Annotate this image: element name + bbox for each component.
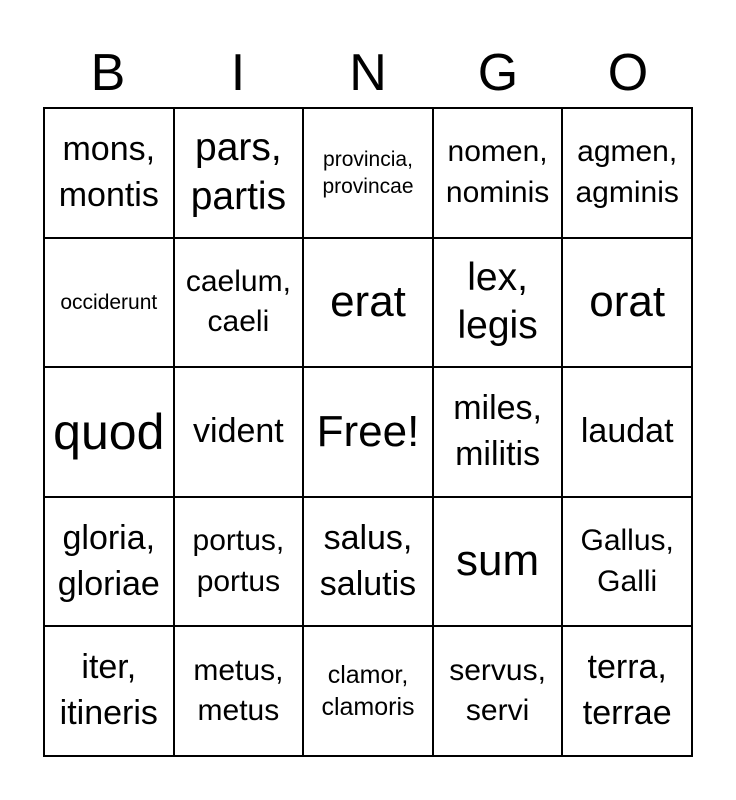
bingo-cell-r3-c1[interactable]: quod	[44, 367, 174, 497]
bingo-cell-r4-c4[interactable]: sum	[433, 497, 563, 627]
bingo-cell-r3-c5[interactable]: laudat	[562, 367, 692, 497]
bingo-cell-r2-c5[interactable]: orat	[562, 238, 692, 368]
bingo-cell-r3-c4[interactable]: miles, militis	[433, 367, 563, 497]
bingo-cell-r4-c5[interactable]: Gallus, Galli	[562, 497, 692, 627]
bingo-cell-r4-c3[interactable]: salus, salutis	[303, 497, 433, 627]
bingo-cell-r5-c4[interactable]: servus, servi	[433, 626, 563, 756]
bingo-cell-r5-c3[interactable]: clamor, clamoris	[303, 626, 433, 756]
bingo-cell-r4-c2[interactable]: portus, portus	[174, 497, 304, 627]
header-letter-g: G	[477, 44, 519, 102]
bingo-cell-r3-c3-free[interactable]: Free!	[303, 367, 433, 497]
header-letter-i: I	[230, 44, 246, 102]
bingo-cell-r2-c2[interactable]: caelum, caeli	[174, 238, 304, 368]
bingo-cell-r2-c3[interactable]: erat	[303, 238, 433, 368]
bingo-cell-r5-c5[interactable]: terra, terrae	[562, 626, 692, 756]
bingo-cell-r1-c4[interactable]: nomen, nominis	[433, 108, 563, 238]
bingo-header	[43, 40, 693, 106]
bingo-board	[43, 107, 693, 757]
bingo-cell-r1-c2[interactable]: pars, partis	[174, 108, 304, 238]
header-letter-o: O	[607, 44, 649, 102]
bingo-cell-r3-c2[interactable]: vident	[174, 367, 304, 497]
bingo-cell-r2-c4[interactable]: lex, legis	[433, 238, 563, 368]
header-letter-n: N	[349, 44, 387, 102]
bingo-cell-r5-c1[interactable]: iter, itineris	[44, 626, 174, 756]
bingo-cell-r5-c2[interactable]: metus, metus	[174, 626, 304, 756]
bingo-cell-r1-c1[interactable]: mons, montis	[44, 108, 174, 238]
bingo-cell-r4-c1[interactable]: gloria, gloriae	[44, 497, 174, 627]
bingo-cell-r1-c5[interactable]: agmen, agminis	[562, 108, 692, 238]
bingo-cell-r1-c3[interactable]: provincia, provincae	[303, 108, 433, 238]
bingo-cell-r2-c1[interactable]: occiderunt	[44, 238, 174, 368]
header-letter-b: B	[90, 44, 126, 102]
